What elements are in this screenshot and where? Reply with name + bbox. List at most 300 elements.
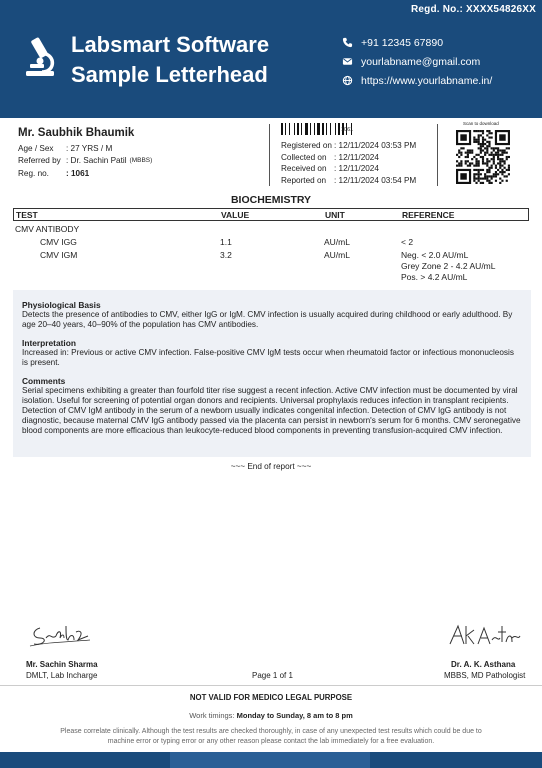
qr-module (497, 156, 499, 158)
qr-module (482, 149, 484, 151)
qr-module (506, 158, 508, 160)
qr-module (495, 180, 497, 182)
barcode-bar (285, 123, 286, 135)
qr-module (499, 154, 501, 156)
website-row (342, 71, 492, 90)
reference-line: < 2 (401, 237, 414, 247)
qr-module (488, 145, 490, 147)
qr-module (501, 180, 503, 182)
left-signature-image (28, 620, 94, 650)
date-value: : 12/11/2024 (334, 152, 379, 162)
reference-line: Neg. < 2.0 AU/mL (401, 250, 469, 260)
note-heading: Physiological Basis (22, 300, 101, 310)
qr-module (488, 180, 490, 182)
qr-module (456, 165, 458, 167)
qr-module (482, 145, 484, 147)
qr-module (495, 173, 497, 175)
qr-module (473, 169, 475, 171)
footer-divider (0, 685, 542, 686)
table-row (13, 248, 529, 283)
qr-module (478, 165, 480, 167)
qr-module (486, 175, 488, 177)
qr-module (475, 139, 477, 141)
footer-bar-accent (170, 752, 370, 768)
qr-module (484, 147, 486, 149)
qr-module (497, 147, 499, 149)
qr-module (475, 158, 477, 160)
qr-module (508, 156, 510, 158)
qr-module (499, 160, 501, 162)
right-signatory-name: Dr. A. K. Asthana (451, 660, 516, 669)
qr-module (499, 171, 501, 173)
barcode-number: 1061 (341, 127, 354, 133)
qr-module (484, 139, 486, 141)
qr-module (475, 162, 477, 164)
qr-code[interactable] (456, 130, 510, 184)
qr-module (482, 136, 484, 138)
qr-module (478, 173, 480, 175)
qr-module (501, 152, 503, 154)
qr-module (504, 162, 506, 164)
qr-module (486, 165, 488, 167)
qr-module (473, 173, 475, 175)
qr-module (460, 134, 466, 140)
qr-module (486, 141, 488, 143)
qr-module (495, 171, 497, 173)
qr-module (486, 149, 488, 151)
test-reference (401, 250, 529, 283)
test-reference (401, 237, 529, 248)
globe-icon (342, 75, 353, 86)
qr-module (473, 178, 475, 180)
qr-module (480, 145, 482, 147)
qr-module (471, 158, 473, 160)
qr-module (460, 165, 462, 167)
qr-module (475, 165, 477, 167)
qr-module (471, 152, 473, 154)
divider-right (437, 124, 438, 186)
legal-notice: NOT VALID FOR MEDICO LEGAL PURPOSE (189, 693, 353, 702)
barcode-bar (330, 123, 331, 135)
qr-module (497, 152, 499, 154)
qr-module (480, 147, 482, 149)
test-value: 1.1 (220, 237, 232, 247)
qr-module (480, 149, 482, 151)
qr-module (478, 130, 480, 132)
qr-module (480, 169, 482, 171)
qr-module (482, 132, 484, 134)
qr-module (488, 182, 490, 184)
qr-module (478, 134, 480, 136)
phone-number: +91 12345 67890 (361, 36, 444, 49)
qr-module (480, 156, 482, 158)
qr-module (478, 175, 480, 177)
note-heading: Interpretation (22, 338, 76, 348)
website-url[interactable]: https://www.yourlabname.in/ (361, 74, 493, 87)
qr-module (495, 167, 497, 169)
qr-module (501, 160, 503, 162)
table-header (13, 208, 529, 221)
qr-module (482, 160, 484, 162)
qr-module (478, 169, 480, 171)
qr-module (495, 165, 497, 167)
qr-module (482, 182, 484, 184)
qr-module (486, 158, 488, 160)
qr-module (478, 178, 480, 180)
qr-module (482, 178, 484, 180)
barcode-bar (338, 123, 340, 135)
qr-module (508, 173, 510, 175)
qr-module (458, 162, 460, 164)
left-signatory-name: Mr. Sachin Sharma (26, 660, 98, 669)
qr-module (488, 132, 490, 134)
qr-module (504, 171, 506, 173)
qr-module (458, 149, 460, 151)
note-heading: Comments (22, 376, 66, 386)
phone-row (342, 33, 492, 52)
barcode-bar (297, 123, 299, 135)
qr-module (480, 130, 482, 132)
qr-module (482, 143, 484, 145)
date-label: Received on (281, 164, 327, 174)
date-value: : 12/11/2024 (334, 164, 379, 174)
note-text: Detects the presence of antibodies to CMV, either IgG or IgM. CMV infection is usually acquired during childhood or early adulthood. By age 20–40 years, 40–90% of the population has CMV antibodies. (22, 310, 513, 329)
end-of-report: ~~~ End of report ~~~ (230, 462, 312, 471)
email-address: yourlabname@gmail.com (361, 55, 481, 68)
barcode-bar (314, 123, 315, 135)
qr-module (475, 169, 477, 171)
qr-module (482, 156, 484, 158)
qr-module (497, 169, 499, 171)
qr-module (497, 173, 499, 175)
qr-module (486, 171, 488, 173)
qr-module (493, 158, 495, 160)
qr-module (488, 169, 490, 171)
qr-module (460, 152, 462, 154)
qr-module (480, 182, 482, 184)
barcode-bar (305, 123, 308, 135)
date-row (281, 140, 416, 152)
qr-module (478, 162, 480, 164)
qr-module (456, 160, 458, 162)
qr-module (504, 175, 506, 177)
qr-module (499, 165, 501, 167)
qr-module (478, 143, 480, 145)
qr-module (491, 178, 493, 180)
age-sex-value: : 27 YRS / M (66, 143, 113, 153)
qr-module (467, 154, 469, 156)
brand-line-1: Labsmart Software (71, 32, 270, 57)
qr-module (484, 143, 486, 145)
qr-module (486, 152, 488, 154)
qr-module (497, 162, 499, 164)
qr-module (478, 180, 480, 182)
qr-module (488, 160, 490, 162)
reference-line: Grey Zone 2 - 4.2 AU/mL (401, 261, 496, 271)
qr-module (504, 149, 506, 151)
qr-module (501, 149, 503, 151)
brand-name (71, 30, 269, 90)
qr-module (488, 136, 490, 138)
qr-module (473, 130, 475, 132)
contact-info (342, 33, 492, 90)
qr-module (486, 130, 488, 132)
patient-info (18, 127, 268, 180)
reg-value: : 1061 (66, 168, 90, 178)
qr-module (488, 154, 490, 156)
date-row (281, 175, 416, 187)
qr-module (465, 152, 467, 154)
barcode-bar (310, 123, 311, 135)
qr-module (506, 180, 508, 182)
qr-module (484, 173, 486, 175)
date-row (281, 163, 416, 175)
envelope-icon (342, 56, 353, 67)
qr-module (475, 141, 477, 143)
qr-module (504, 160, 506, 162)
qr-module (480, 173, 482, 175)
reg-label: Reg. no. (18, 168, 49, 178)
qr-module (460, 147, 462, 149)
qr-module (469, 149, 471, 151)
qr-module (484, 178, 486, 180)
age-sex-label: Age / Sex (18, 143, 54, 153)
qr-module (473, 180, 475, 182)
qr-module (497, 154, 499, 156)
qr-module (506, 169, 508, 171)
reference-line: Pos. > 4.2 AU/mL (401, 272, 468, 282)
qr-module (493, 149, 495, 151)
timings-value: Monday to Sunday, 8 am to 8 pm (236, 711, 353, 720)
barcode-bar (281, 123, 283, 135)
qr-module (486, 162, 488, 164)
barcode-bar (335, 123, 336, 135)
sample-dates (281, 140, 416, 186)
barcode-bar (317, 123, 320, 135)
qr-module (504, 167, 506, 169)
referred-row (18, 155, 268, 168)
qr-module (475, 154, 477, 156)
qr-module (460, 173, 466, 179)
qr-module (486, 180, 488, 182)
qr-module (478, 147, 480, 149)
qr-module (499, 162, 501, 164)
qr-module (482, 141, 484, 143)
qr-module (469, 165, 471, 167)
qr-module (508, 167, 510, 169)
registration-number: Regd. No.: XXXX54826XX (410, 4, 536, 15)
qr-module (491, 167, 493, 169)
qr-module (484, 154, 486, 156)
qr-module (493, 147, 495, 149)
barcode-bar (294, 123, 295, 135)
qr-module (491, 154, 493, 156)
qr-module (491, 175, 493, 177)
table-row (13, 235, 529, 248)
header-test: TEST (16, 209, 38, 220)
qr-module (484, 175, 486, 177)
qr-module (495, 175, 497, 177)
date-row (281, 152, 416, 164)
qr-module (486, 160, 488, 162)
qr-module (506, 147, 508, 149)
barcode-bar (289, 123, 290, 135)
qr-module (467, 165, 469, 167)
footer-bar (0, 752, 542, 768)
test-value: 3.2 (220, 250, 232, 260)
qr-module (506, 175, 508, 177)
qr-module (499, 167, 501, 169)
qr-module (465, 156, 467, 158)
header-value: VALUE (221, 209, 250, 220)
qr-module (506, 152, 508, 154)
qr-module (471, 149, 473, 151)
referred-suffix: (MBBS) (129, 157, 153, 165)
phone-icon (342, 37, 353, 48)
qr-module (499, 134, 505, 140)
qr-module (475, 178, 477, 180)
qr-module (488, 141, 490, 143)
qr-module (475, 130, 477, 132)
qr-module (499, 182, 501, 184)
header-reference: REFERENCE (402, 209, 455, 220)
qr-module (475, 173, 477, 175)
qr-module (488, 143, 490, 145)
qr-module (488, 171, 490, 173)
qr-module (467, 152, 469, 154)
note-comments (22, 376, 522, 436)
qr-module (491, 147, 493, 149)
results-table (13, 208, 529, 283)
qr-module (480, 143, 482, 145)
referred-value: : Dr. Sachin Patil (66, 156, 127, 166)
qr-module (493, 160, 495, 162)
qr-module (460, 162, 462, 164)
qr-module (484, 152, 486, 154)
qr-module (478, 160, 480, 162)
qr-module (469, 152, 471, 154)
qr-module (460, 160, 462, 162)
qr-module (480, 178, 482, 180)
qr-module (497, 158, 499, 160)
letterhead-header (0, 0, 542, 118)
qr-module (465, 160, 467, 162)
qr-module (508, 169, 510, 171)
qr-module (491, 132, 493, 134)
qr-module (484, 162, 486, 164)
qr-module (478, 139, 480, 141)
qr-module (473, 165, 475, 167)
qr-module (480, 134, 482, 136)
qr-module (493, 154, 495, 156)
date-value: : 12/11/2024 03:53 PM (334, 141, 417, 151)
qr-module (482, 139, 484, 141)
qr-module (499, 178, 501, 180)
test-name: CMV IGG (40, 237, 77, 247)
email-row (342, 52, 492, 71)
qr-module (478, 171, 480, 173)
qr-module (493, 173, 495, 175)
qr-module (482, 158, 484, 160)
note-text: Increased in: Previous or active CMV infection. False-positive CMV IgM tests occur when rheumatoid factor or infectious mononucleosis is present. (22, 348, 514, 367)
qr-module (488, 175, 490, 177)
qr-module (501, 154, 503, 156)
qr-module (473, 139, 475, 141)
qr-module (467, 160, 469, 162)
qr-module (471, 162, 473, 164)
qr-module (488, 167, 490, 169)
qr-module (486, 147, 488, 149)
qr-module (462, 147, 464, 149)
date-value: : 12/11/2024 03:54 PM (334, 175, 417, 185)
timings-label: Work timings: (189, 711, 235, 720)
qr-module (473, 141, 475, 143)
qr-module (501, 171, 503, 173)
barcode-bar (322, 123, 324, 135)
qr-module (465, 162, 467, 164)
qr-module (475, 160, 477, 162)
age-sex-row (18, 142, 268, 155)
test-unit: AU/mL (324, 250, 350, 260)
patient-name: Mr. Saubhik Bhaumik (18, 127, 135, 139)
right-signature-image (446, 620, 522, 650)
date-label: Collected on (281, 152, 327, 162)
qr-module (486, 134, 488, 136)
note-physiological-basis (22, 300, 522, 330)
test-unit: AU/mL (324, 237, 350, 247)
qr-module (486, 169, 488, 171)
qr-module (478, 136, 480, 138)
qr-module (458, 165, 460, 167)
note-interpretation (22, 338, 522, 368)
qr-module (508, 165, 510, 167)
qr-module (499, 149, 501, 151)
qr-module (495, 152, 497, 154)
qr-module (506, 156, 508, 158)
qr-module (495, 154, 497, 156)
qr-module (482, 130, 484, 132)
barcode-bar (301, 123, 302, 135)
qr-module (473, 136, 475, 138)
qr-module (491, 165, 493, 167)
referred-label: Referred by (18, 156, 61, 166)
test-name: CMV IGM (40, 250, 78, 260)
work-timings (0, 711, 542, 720)
header-unit: UNIT (325, 209, 345, 220)
note-text: Serial specimens exhibiting a greater than fourfold titer rise suggest a recent infection. Active CMV infection must be documented by viral isolation. Useful for screening of potential organ donors and recipients. Universal prophylaxis reduces infection in transplant recipients. Detection of CMV IgM antibody in the serum of a newborn usually indicates congenital infection. Detection of CMV IgG antibody is not diagnostic, because maternal CMV IgG antibody passed via the placenta can persist in newborn's serum for 6 months. CMV seronegative blood components are more efficacious than leukocyte-reduced blood components in preventing transfusion-acquired CMV infection. (22, 386, 521, 435)
qr-module (497, 149, 499, 151)
qr-module (460, 154, 462, 156)
qr-module (478, 154, 480, 156)
qr-module (488, 130, 490, 132)
qr-module (504, 152, 506, 154)
qr-module (473, 156, 475, 158)
date-label: Reported on (281, 175, 327, 185)
left-signatory-role: DMLT, Lab Incharge (26, 671, 98, 680)
qr-module (482, 169, 484, 171)
qr-module (486, 178, 488, 180)
reg-row (18, 167, 268, 180)
test-notes (13, 290, 531, 457)
qr-module (467, 156, 469, 158)
divider-left (269, 124, 270, 186)
qr-module (491, 152, 493, 154)
qr-module (473, 175, 475, 177)
microscope-icon (22, 36, 58, 78)
qr-module (491, 182, 493, 184)
qr-module (499, 158, 501, 160)
qr-module (469, 162, 471, 164)
